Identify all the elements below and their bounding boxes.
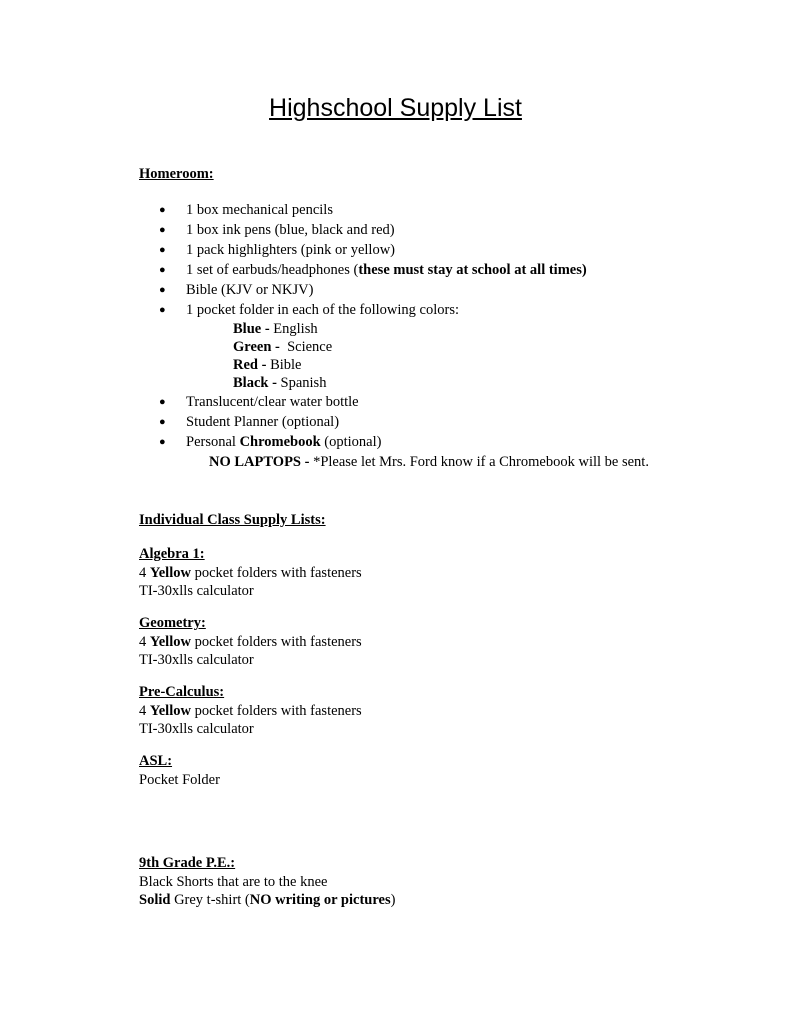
item-text: Personal xyxy=(186,434,240,450)
class-line-text: 4 xyxy=(139,702,150,719)
class-heading: Pre-Calculus: xyxy=(139,684,225,700)
bullet-icon: ● xyxy=(159,284,166,296)
class-line-text-end: pocket folders with fasteners xyxy=(190,633,362,650)
item-emphasis: these must stay at school at all times) xyxy=(358,262,587,278)
class-supply-pe xyxy=(139,854,395,910)
class-line: TI-30xlls calculator xyxy=(139,652,254,668)
class-heading: ASL: xyxy=(139,753,173,769)
folder-subject: Science xyxy=(279,339,333,355)
class-line: TI-30xlls calculator xyxy=(139,721,254,737)
bullet-icon: ● xyxy=(159,304,166,316)
class-line-emphasis: NO writing or pictures xyxy=(249,892,391,908)
item-text: 1 box mechanical pencils xyxy=(186,202,333,218)
item-emphasis: Chromebook xyxy=(239,434,321,450)
class-line-text-end: ) xyxy=(390,892,396,908)
list-item xyxy=(139,432,739,452)
folder-subject: English xyxy=(269,321,318,337)
item-text: Bible (KJV or NKJV) xyxy=(186,282,314,298)
class-heading: Algebra 1: xyxy=(139,546,205,562)
individual-lists-heading: Individual Class Supply Lists: xyxy=(139,512,326,528)
folder-colors xyxy=(186,320,739,392)
class-supply-geometry xyxy=(139,614,362,670)
bullet-icon: ● xyxy=(159,244,166,256)
bullet-icon: ● xyxy=(159,224,166,236)
folder-color: Black - xyxy=(233,375,277,391)
class-line xyxy=(139,702,362,721)
list-item xyxy=(139,240,739,260)
note-emphasis: NO LAPTOPS - xyxy=(209,454,310,470)
class-line-emphasis: Solid xyxy=(139,892,171,908)
folder-color: Red - xyxy=(233,357,267,373)
item-text: 1 pocket folder in each of the following colors: xyxy=(186,302,460,318)
homeroom-heading: Homeroom: xyxy=(139,166,214,182)
folder-color-row xyxy=(233,320,739,338)
folder-color: Blue - xyxy=(233,321,270,337)
class-line-text-end: pocket folders with fasteners xyxy=(190,702,362,719)
item-text: Translucent/clear water bottle xyxy=(186,394,359,410)
class-line xyxy=(139,633,362,652)
list-item xyxy=(139,280,739,300)
bullet-icon: ● xyxy=(159,204,166,216)
class-line: TI-30xlls calculator xyxy=(139,583,254,599)
list-item xyxy=(139,392,739,412)
class-line: Black Shorts that are to the knee xyxy=(139,873,328,890)
item-text: 1 pack highlighters (pink or yellow) xyxy=(186,242,395,258)
folder-subject: Spanish xyxy=(276,375,327,391)
folder-color-row xyxy=(233,374,739,392)
class-line-emphasis: Yellow xyxy=(149,633,191,650)
bullet-icon: ● xyxy=(159,264,166,276)
bullet-icon: ● xyxy=(159,416,166,428)
class-supply-algebra xyxy=(139,545,362,601)
class-line-text-end: pocket folders with fasteners xyxy=(190,564,362,581)
page-title: Highschool Supply List xyxy=(269,94,522,122)
homeroom-supply-list xyxy=(139,200,739,452)
class-line-emphasis: Yellow xyxy=(149,702,191,719)
item-text: 1 set of earbuds/headphones ( xyxy=(186,262,359,278)
list-item xyxy=(139,200,739,220)
list-item xyxy=(139,260,739,280)
class-supply-asl xyxy=(139,752,220,789)
class-line-emphasis: Yellow xyxy=(149,564,191,581)
folder-color: Green - xyxy=(233,339,280,355)
list-item xyxy=(139,220,739,240)
class-line xyxy=(139,564,362,583)
class-heading: Geometry: xyxy=(139,615,206,631)
note-text: *Please let Mrs. Ford know if a Chromebook will be sent. xyxy=(309,454,649,470)
bullet-icon: ● xyxy=(159,396,166,408)
item-text-end: (optional) xyxy=(320,434,382,450)
folder-color-row xyxy=(233,356,739,374)
class-heading: 9th Grade P.E.: xyxy=(139,855,236,871)
item-text: Student Planner (optional) xyxy=(186,414,340,430)
folder-color-row xyxy=(233,338,739,356)
item-text: 1 box ink pens (blue, black and red) xyxy=(186,222,395,238)
class-line: Pocket Folder xyxy=(139,771,220,788)
class-supply-precalculus xyxy=(139,683,362,739)
class-line xyxy=(139,891,395,910)
class-line-text: Grey t-shirt ( xyxy=(170,892,250,908)
folder-subject: Bible xyxy=(266,357,302,373)
list-item xyxy=(139,300,739,392)
list-item xyxy=(139,412,739,432)
class-line-text: 4 xyxy=(139,564,150,581)
bullet-icon: ● xyxy=(159,436,166,448)
laptop-note xyxy=(209,453,649,471)
class-line-text: 4 xyxy=(139,633,150,650)
